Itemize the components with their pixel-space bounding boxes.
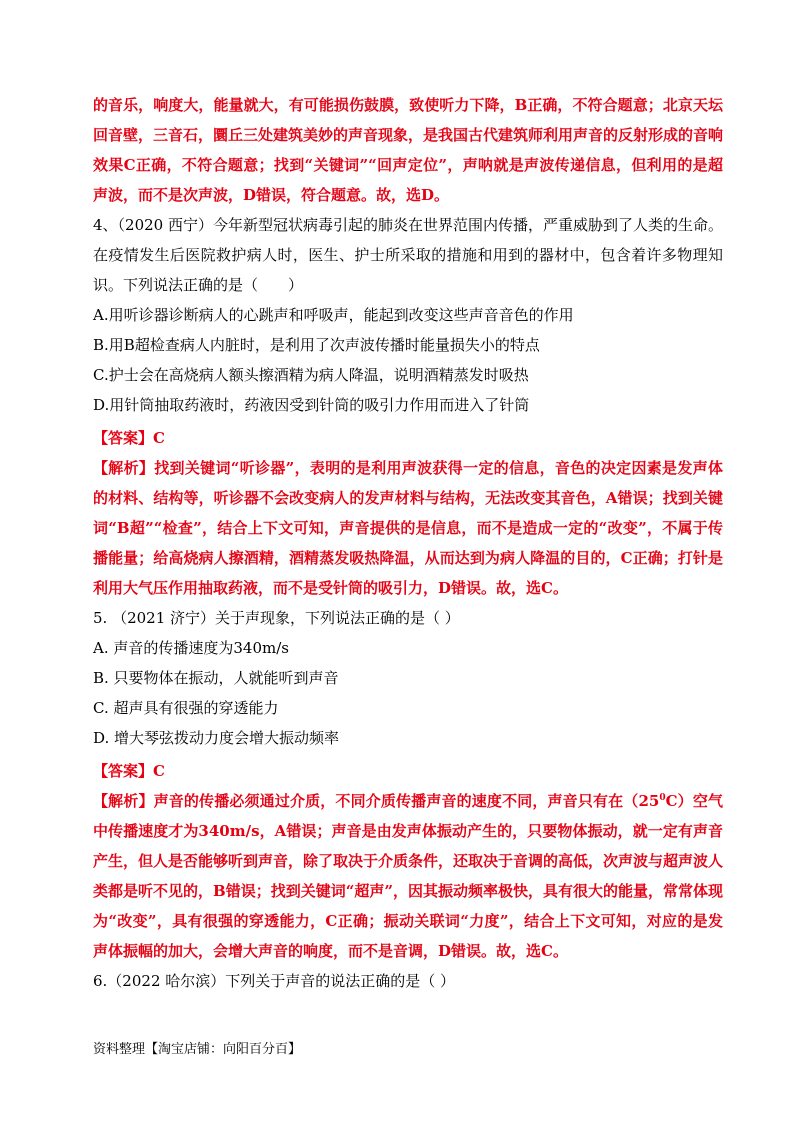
question-5-analysis (93, 786, 723, 966)
question-5-answer: 【答案】C (93, 762, 165, 780)
intro-analysis-continuation: 的音乐，响度大，能量就大，有可能损伤鼓膜，致使听力下降，B正确，不符合题意；北京天坛回音壁，三音石，圜丘三处建筑美妙的声音现象，是我国古代建筑师利用声音的反射形成的音响效果C正确，不符合题意；找到“关键词”“回声定位”，声呐就是声波传递信息，但利用的是超声波，而不是次声波，D错误，符合题意。故，选D。 (93, 96, 724, 204)
degree-superscript: 0 (659, 793, 666, 803)
question-4-option-a: A.用听诊器诊断病人的心跳声和呼吸声，能起到改变这些声音音色的作用 (93, 306, 574, 324)
question-5-analysis-part-b: C）空气中传播速度才为340m/s，A错误；声音是由发声体振动产生的，只要物体振动，就一定有声音产生，但人是否能够听到声音，除了取决于介质条件，还取决于音调的高低，次声波与超声波人类都是听不见的，B错误；找到关键词“超声”，因其振动频率极快，具有很大的能量，常常体现为“改变”，具有很强的穿透能力，C正确；振动关联词“力度”，结合上下文可知，对应的是发声体振幅的加大，会增大声音的响度，而不是音调，D错误。故，选C。 (93, 792, 724, 960)
question-5-option-a: A. 声音的传播速度为340m/s (93, 639, 289, 657)
question-4-option-d: D.用针筒抽取药液时，药液因受到针筒的吸引力作用而进入了针筒 (93, 396, 530, 414)
question-4-stem: 4、（2020 西宁）今年新型冠状病毒引起的肺炎在世界范围内传播，严重威胁到了人类的生命。在疫情发生后医院救护病人时，医生、护士所采取的措施和用到的器材中，包含着许多物理知识。下列说法正确的是（ ） (93, 216, 723, 294)
question-4-option-b: B.用B超检查病人内脏时，是利用了次声波传播时能量损失小的特点 (93, 336, 540, 354)
question-4-option-c: C.护士会在高烧病人额头擦酒精为病人降温，说明酒精蒸发时吸热 (93, 366, 529, 384)
question-4-answer: 【答案】C (93, 429, 165, 447)
page-footer: 资料整理【淘宝店铺：向阳百分百】 (93, 1042, 302, 1057)
question-5-option-b: B. 只要物体在振动，人就能听到声音 (93, 669, 339, 687)
question-5-option-d: D. 增大琴弦拨动力度会增大振动频率 (93, 729, 340, 747)
question-5-option-c: C. 超声具有很强的穿透能力 (93, 699, 279, 717)
page-content (93, 90, 723, 996)
question-6-stem: 6.（2022 哈尔滨）下列关于声音的说法正确的是（ ） (93, 972, 456, 990)
question-4-analysis: 【解析】找到关键词“听诊器”，表明的是利用声波获得一定的信息，音色的决定因素是发声体的材料、结构等，听诊器不会改变病人的发声材料与结构，无法改变其音色，A错误；找到关键词“B超”“检查”，结合上下文可知，声音提供的是信息，而不是造成一定的“改变”，不属于传播能量；给高烧病人擦酒精，酒精蒸发吸热降温，从而达到为病人降温的目的，C正确；打针是利用大气压作用抽取药液，而不是受针筒的吸引力，D错误。故，选C。 (93, 459, 723, 597)
question-5-analysis-part-a: 【解析】声音的传播必须通过介质，不同介质传播声音的速度不同，声音只有在（25 (93, 792, 660, 810)
question-5-stem: 5. （2021 济宁）关于声现象，下列说法正确的是（ ） (93, 609, 460, 627)
